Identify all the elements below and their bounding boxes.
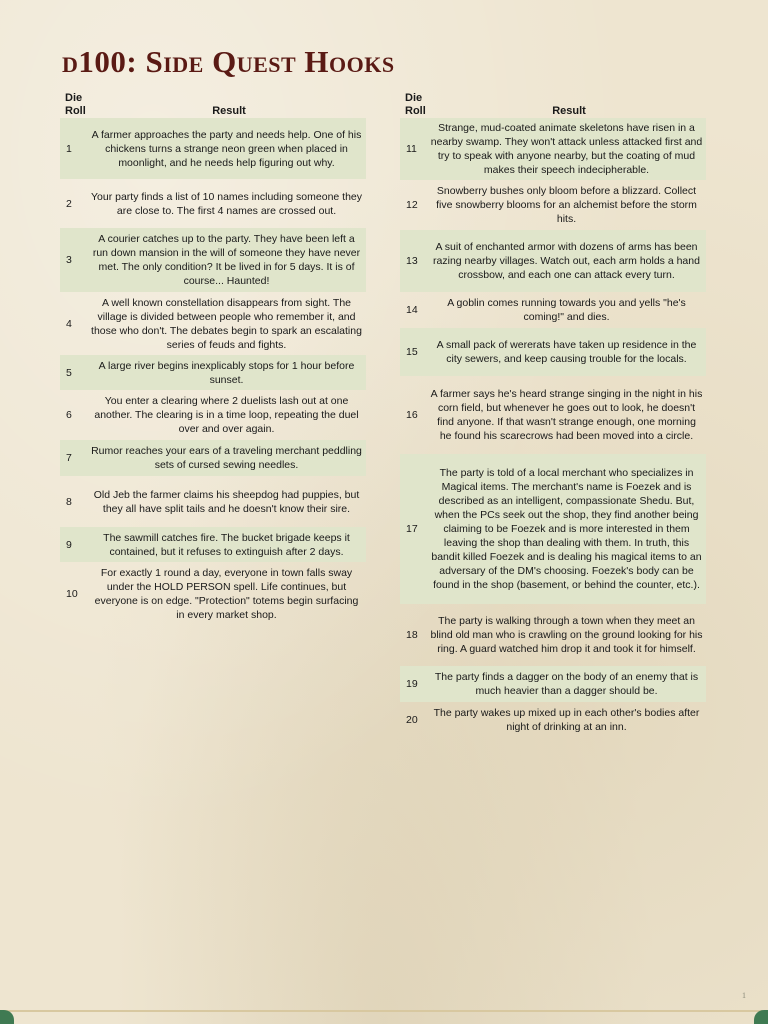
result-text: You enter a clearing where 2 duelists lash out at one another. The clearing is in a time loop, repeating the duel over and over again. [94,395,359,435]
table-header [400,87,706,118]
result-text: For exactly 1 round a day, everyone in town falls sway under the HOLD PERSON spell. Life continues, but everyone is on edge. "Protection" totems begin surfacing in every market shop. [94,566,359,621]
table-row [400,604,706,666]
footer-corner-right [754,1010,768,1024]
table-row [60,562,366,625]
table-row [400,376,706,454]
roll-number: 14 [406,304,418,316]
table-row [400,702,706,738]
roll-number: 10 [66,587,78,600]
roll-number: 4 [66,317,72,330]
result-text: The party is walking through a town when they meet an blind old man who is crawling on the ground looking for his ring. A guard watched him drop it and took it for himself. [430,615,703,655]
result-text: The party finds a dagger on the body of an enemy that is much heavier than a dagger should be. [434,671,699,697]
table-row [400,666,706,702]
result-header: Result [552,105,586,117]
roll-number: 8 [66,495,72,508]
roll-number: 19 [406,678,418,690]
roll-number: 18 [406,629,418,641]
table-row [60,527,366,562]
table-row [60,440,366,476]
result-text: Snowberry bushes only bloom before a blizzard. Collect five snowberry blooms for an alchemist before the storm hits. [436,185,697,225]
table-row [400,292,706,328]
roll-number: 9 [66,538,72,551]
footer-corner-left [0,1010,14,1024]
roll-number: 3 [66,254,72,266]
result-text: A suit of enchanted armor with dozens of arms has been razing nearby villages. Watch out, each arm holds a hand crossbow, and each one can attack every turn. [433,241,700,281]
roll-number: 17 [406,523,418,535]
result-text: A goblin comes running towards you and yells "he's coming!" and dies. [447,297,686,323]
table-row [60,292,366,355]
table-row [60,355,366,390]
roll-number: 2 [66,197,72,210]
quest-table-left [60,87,366,625]
table-row [60,118,366,179]
table-row [60,390,366,440]
quest-table-right [400,87,706,738]
result-text: The party is told of a local merchant who specializes in Magical items. The merchant's name is Foezek and is described as an intelligent, compassionate Shedu. But, when the PCs seek out the shop, they find another being claiming to be Foezek and is more interested in them leaving the shop than dealing with them. In truth, this bandit killed Foezek and is dealing his magical items to an adversary of the DM's choosing. Foezek's body can be found in the shop (basement, or behind the counter, etc.). [431,467,702,591]
roll-number: 12 [406,199,418,211]
roll-number: 13 [406,255,418,267]
page-number: 1 [742,991,746,1000]
result-text: A well known constellation disappears from sight. The village is divided between people who remember it, and those who don't. The debates begin to spark an escalating series of feuds and fights. [91,296,362,351]
result-text: Strange, mud-coated animate skeletons have risen in a nearby swamp. They won't attack unless attacked first and try to speak with anyone nearby, but the coating of mud makes their speech indecipherable. [430,122,703,176]
result-text: A large river begins inexplicably stops for 1 hour before sunset. [98,359,355,386]
roll-number: 15 [406,346,418,358]
result-text: The party wakes up mixed up in each other's bodies after night of drinking at an inn. [433,707,700,733]
roll-number: 1 [66,142,72,155]
die-roll-header: Die Roll [65,92,86,117]
result-header: Result [212,105,246,117]
table-row [60,179,366,228]
table-row [400,328,706,376]
page-title: d100: Side Quest Hooks [62,44,395,79]
roll-number: 6 [66,409,72,421]
table-row [400,180,706,230]
result-text: A courier catches up to the party. They have been left a run down mansion in the will of someone they have never met. The only condition? It be lived in for 5 days. It is of course... Haunted! [92,233,361,287]
roll-number: 7 [66,452,72,464]
result-text: A small pack of wererats have taken up residence in the city sewers, and keep causing trouble for the locals. [436,339,697,365]
result-text: A farmer approaches the party and needs help. One of his chickens turns a strange neon green when placed in moonlight, and he needs help figuring out why. [91,128,362,169]
result-text: Your party finds a list of 10 names including someone they are close to. The first 4 names are crossed out. [90,190,363,217]
table-row [400,118,706,180]
roll-number: 5 [66,366,72,379]
table-row [400,230,706,292]
footer-divider [0,1010,768,1012]
result-text: A farmer says he's heard strange singing in the night in his corn field, but whenever he goes out to look, he doesn't find anyone. If that wasn't strange enough, one morning he found his scarecrows had been moved into a circle. [430,388,703,442]
roll-number: 11 [406,143,417,155]
table-row [60,476,366,527]
roll-number: 20 [406,714,418,726]
result-text: Rumor reaches your ears of a traveling merchant peddling sets of cursed sewing needles. [91,445,362,471]
table-row [60,228,366,292]
roll-number: 16 [406,409,418,421]
result-text: The sawmill catches fire. The bucket brigade keeps it contained, but it refuses to extinguish after 2 days. [103,531,350,558]
result-text: Old Jeb the farmer claims his sheepdog had puppies, but they all have split tails and he doesn't know their sire. [93,488,360,515]
die-roll-header: Die Roll [405,92,426,117]
table-row [400,454,706,604]
table-header [60,87,366,118]
